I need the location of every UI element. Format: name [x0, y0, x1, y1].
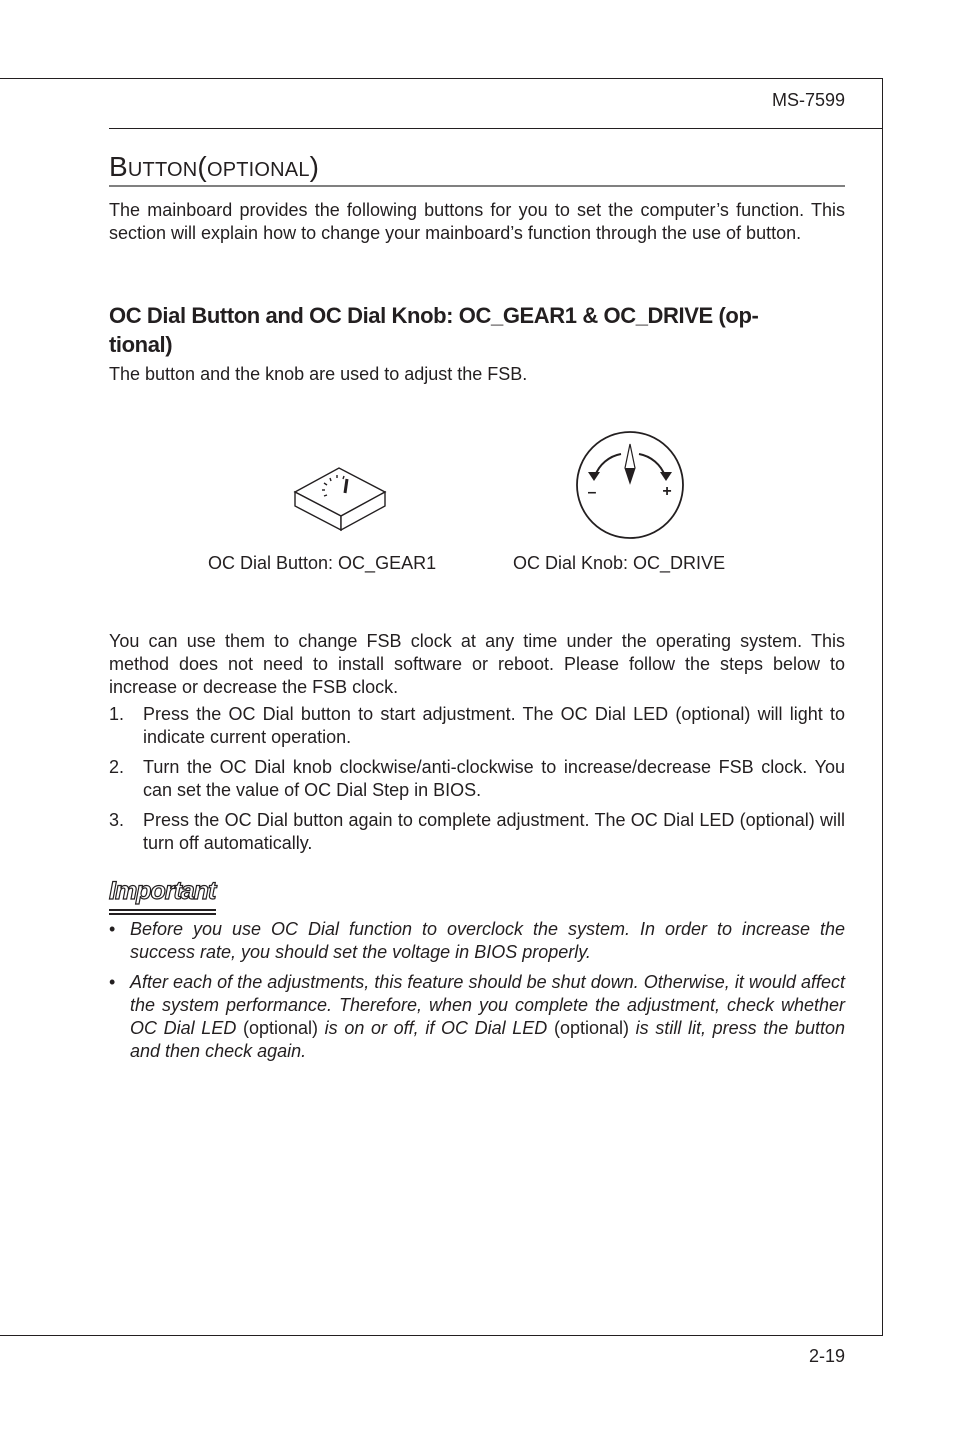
note-text-c: is on or off, if OC Dial LED — [318, 1018, 554, 1038]
intro-paragraph: The mainboard provides the following buttons for you to set the computer’s function. This section will explain how to change your mainboard’s function through the use of button. — [109, 200, 845, 243]
subsection-title-line2: tional) — [109, 332, 173, 357]
dial-gauge-icon — [293, 460, 387, 532]
step-number: 2. — [109, 757, 125, 777]
header-rule — [109, 128, 883, 129]
title-paren-open: ( — [197, 151, 207, 182]
page-number: 2-19 — [808, 1346, 845, 1366]
step-text: Turn the OC Dial knob clockwise/anti-clockwise to increase/decrease FSB clock. You can set the value of OC Dial Step in BIOS. — [143, 757, 845, 800]
note-text: Before you use OC Dial function to overclock the system. In order to increase the success rate, you should set the voltage in BIOS properly. — [130, 919, 845, 962]
knob-minus-label: – — [587, 484, 597, 501]
step-text: Press the OC Dial button to start adjustment. The OC Dial LED (optional) will light to indicate current operation. — [143, 704, 845, 747]
list-item — [109, 918, 845, 964]
title-rest: UTTON — [127, 159, 198, 181]
knob-caption: OC Dial Knob: OC_DRIVE — [513, 553, 726, 573]
list-item — [109, 703, 845, 749]
note-text-a: After each of the adjustments, this feature should be shut down. Otherwise, it would affect the system performance. Therefore, when you complete the adjustment, check whether OC Dial LED — [130, 972, 845, 1038]
section-title — [109, 150, 319, 187]
section-rule — [109, 185, 845, 187]
step-number: 3. — [109, 810, 125, 830]
title-paren-close: ) — [309, 151, 320, 182]
title-cap: B — [109, 151, 128, 182]
frame-top-line — [0, 78, 883, 79]
list-item — [109, 756, 845, 802]
important-underline-1 — [109, 909, 216, 911]
note-text-d: (optional) — [553, 1018, 630, 1038]
bullet: • — [109, 919, 116, 939]
button-caption: OC Dial Button: OC_GEAR1 — [208, 553, 437, 573]
step-text: Press the OC Dial button again to complete adjustment. The OC Dial LED (optional) will turn off automatically. — [143, 810, 845, 853]
rotary-knob-icon — [575, 430, 685, 540]
subsection-title-line1: OC Dial Button and OC Dial Knob: OC_GEAR1 & OC_DRIVE (op- — [109, 303, 759, 328]
knob-plus-label: + — [662, 483, 672, 500]
subsection-title — [109, 301, 845, 359]
important-underline-2 — [109, 913, 216, 915]
body-paragraph: You can use them to change FSB clock at any time under the operating system. This method does not need to install software or reboot. Please follow the steps below to increase or decrease the FSB clock. — [109, 631, 845, 697]
frame-right-line — [882, 78, 883, 1336]
list-item — [109, 809, 845, 855]
frame-bottom-line — [0, 1335, 883, 1336]
subsection-desc: The button and the knob are used to adjust the FSB. — [109, 364, 528, 384]
note-text-e: is still lit, press the button and then check again. — [130, 1018, 846, 1061]
model-number: MS-7599 — [771, 90, 845, 110]
title-optional: OPTIONAL — [206, 159, 310, 181]
step-number: 1. — [109, 704, 125, 724]
important-notes — [109, 918, 845, 1070]
list-item — [109, 971, 845, 1063]
note-text-b: (optional) — [242, 1018, 319, 1038]
important-heading: Important — [109, 877, 216, 905]
bullet: • — [109, 972, 116, 992]
steps-list — [109, 703, 845, 862]
